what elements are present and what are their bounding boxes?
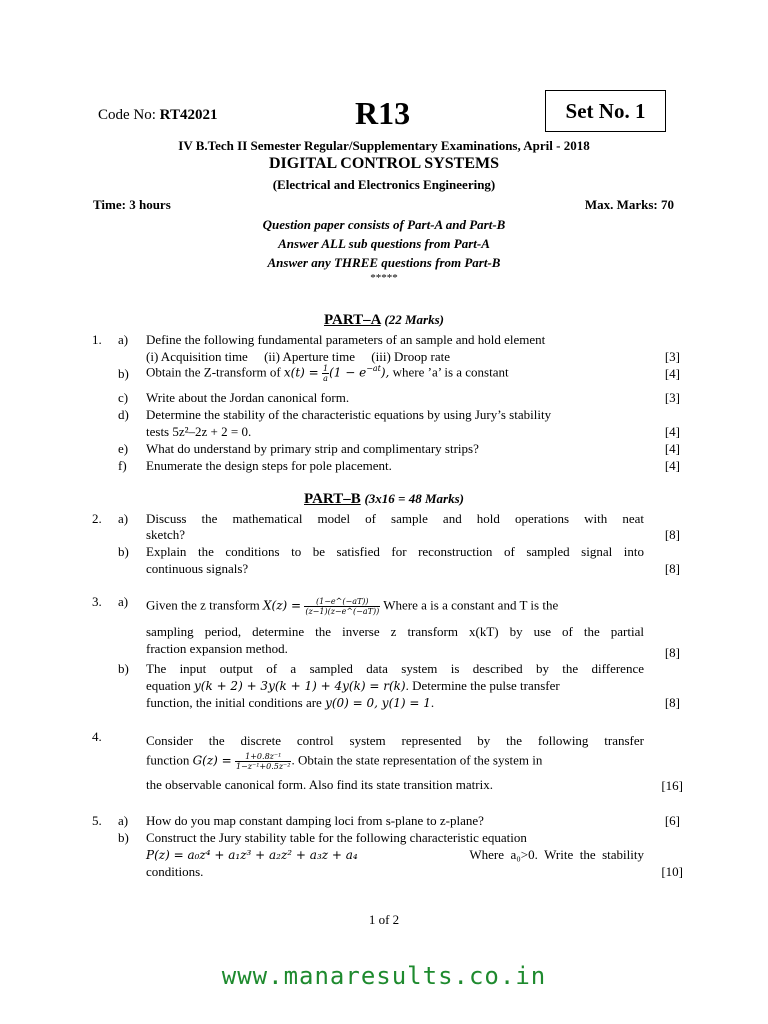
q1b-fraction (322, 364, 329, 383)
q1a-marks: [3] (664, 349, 680, 364)
instruction-2: Answer ALL sub questions from Part-A (278, 236, 490, 251)
q1a-text2: (i) Acquisition time (ii) Aperture time (iii) Droop rate (146, 349, 450, 364)
code-label: Code No: (98, 107, 156, 123)
q3b-line2-post: . Determine the pulse transfer (405, 678, 560, 693)
q3b-line2 (146, 678, 560, 694)
q3a-post: Where a is a constant and T is the (380, 597, 559, 613)
q3-number: 3. (92, 594, 102, 609)
part-a-heading (0, 312, 768, 329)
q3a-line1 (146, 597, 558, 616)
q1e-label: e) (118, 441, 129, 456)
q4-line1: Consider the discrete control system represented by the following transfer (146, 733, 644, 748)
q1b-text-post: where ’a’ is a constant (389, 364, 509, 380)
part-b-heading (0, 491, 768, 508)
q1-number: 1. (92, 332, 102, 347)
q4-fraction (235, 752, 292, 771)
q5b-line3: conditions. (146, 864, 204, 879)
q1e-marks: [4] (664, 441, 680, 456)
q5b-line2 (146, 847, 358, 863)
part-a-marks: (22 Marks) (384, 312, 445, 327)
q4-number: 4. (92, 729, 102, 744)
q1b-math-close: ), (380, 365, 390, 380)
q1b-frac-num: 1 (322, 364, 329, 373)
q1d-text: Determine the stability of the characteristic equations by using Jury’s stability (146, 407, 552, 422)
q3b-line1: The input output of a sampled data system is described by the difference (146, 661, 644, 676)
q4-line2-pre: function (146, 752, 193, 768)
q3b-line3-math: y(0) = 0, y(1) = 1 (325, 696, 431, 710)
q1c-marks: [3] (664, 390, 680, 405)
q5b-label: b) (118, 830, 129, 845)
q1b-text (146, 364, 509, 383)
instruction-3: Answer any THREE questions from Part-B (267, 255, 501, 270)
q1b-marks: [4] (664, 366, 680, 381)
q3a-pre: Given the z transform (146, 597, 263, 613)
q5b-line2-post: Where a₀>0. Write the stability (469, 847, 644, 862)
q1b-math-lhs: x(t) = (283, 365, 319, 380)
q5b-marks: [10] (661, 864, 683, 879)
footer-url[interactable]: www.manaresults.co.in (221, 962, 547, 990)
q3a-line3: fraction expansion method. (146, 641, 288, 656)
q2a-line2: sketch? (146, 527, 185, 542)
set-number-box: Set No. 1 (545, 90, 666, 132)
q4-marks: [16] (661, 778, 683, 793)
q5b-math: P(z) = a₀z⁴ + a₁z³ + a₂z² + a₃z + a₄ (146, 848, 358, 862)
q4-line2 (146, 752, 542, 771)
instruction-1: Question paper consists of Part-A and Part-B (262, 217, 506, 232)
q2-number: 2. (92, 511, 102, 526)
q2b-line1: Explain the conditions to be satisfied for reconstruction of sampled signal into (146, 544, 644, 559)
q1a-label: a) (118, 332, 129, 347)
q2a-line1: Discuss the mathematical model of sample and hold operations with neat (146, 511, 644, 526)
part-a-title: PART–A (323, 312, 381, 328)
q4-frac-num: 1+0.8z⁻¹ (235, 752, 292, 762)
q3b-line3-post: . (430, 695, 435, 710)
q3a-marks: [8] (664, 645, 680, 660)
q4-line2-math: G(z) = (192, 753, 232, 768)
q3b-line3 (146, 695, 434, 711)
q1c-text: Write about the Jordan canonical form. (146, 390, 350, 405)
q1b-math-rhs: (1 − e (329, 365, 367, 380)
q5a-marks: [6] (664, 813, 680, 828)
q3b-line3-pre: function, the initial conditions are (146, 695, 326, 710)
q5a-label: a) (118, 813, 129, 828)
part-b-marks: (3x16 = 48 Marks) (364, 491, 464, 506)
q2b-marks: [8] (664, 561, 680, 576)
code-number (98, 107, 217, 124)
q1d-text2: tests 5z²–2z + 2 = 0. (146, 424, 252, 439)
q1f-text: Enumerate the design steps for pole placement. (146, 458, 392, 473)
q1e-text: What do understand by primary strip and complimentary strips? (146, 441, 479, 456)
part-b-title: PART–B (304, 491, 361, 507)
q3a-frac-den: (z−1)(z−e^(−aT)) (305, 607, 380, 616)
q1b-frac-den: a (323, 374, 328, 383)
q3a-math: X(z) = (262, 598, 302, 613)
max-marks-label: Max. Marks: 70 (584, 197, 674, 212)
q2b-label: b) (118, 544, 129, 559)
q4-line2-post: . Obtain the state representation of the system in (291, 752, 543, 768)
q1c-label: c) (118, 390, 129, 405)
q1f-label: f) (118, 458, 127, 473)
q3b-line2-math: y(k + 2) + 3y(k + 1) + 4y(k) = r(k) (194, 679, 406, 693)
q3b-line2-pre: equation (146, 678, 195, 693)
q3b-marks: [8] (664, 695, 680, 710)
q5-number: 5. (92, 813, 102, 828)
q1b-label: b) (118, 366, 129, 381)
q3a-fraction (304, 597, 380, 616)
q3a-line2: sampling period, determine the inverse z transform x(kT) by use of the partial (146, 624, 644, 639)
regulation: R13 (355, 95, 411, 131)
exam-title: IV B.Tech II Semester Regular/Supplementary Examinations, April - 2018 (178, 138, 590, 153)
code-value: RT42021 (159, 107, 218, 123)
q3a-frac-num: (1−e^(−aT)) (304, 597, 380, 607)
q4-line3: the observable canonical form. Also find its state transition matrix. (146, 777, 493, 792)
q3a-label: a) (118, 594, 129, 609)
branch-title: (Electrical and Electronics Engineering) (272, 177, 496, 192)
q1b-text-pre: Obtain the Z-transform of (146, 364, 284, 380)
q4-frac-den: 1−z⁻¹+0.5z⁻² (235, 762, 291, 771)
page-number: 1 of 2 (368, 912, 400, 927)
q5a-text: How do you map constant damping loci from s-plane to z-plane? (146, 813, 484, 828)
q2a-marks: [8] (664, 527, 680, 542)
q2a-label: a) (118, 511, 129, 526)
q1a-text: Define the following fundamental parameters of an sample and hold element (146, 332, 546, 347)
q3b-label: b) (118, 661, 129, 676)
subject-title: DIGITAL CONTROL SYSTEMS (269, 155, 499, 172)
q1d-marks: [4] (664, 424, 680, 439)
q1f-marks: [4] (664, 458, 680, 473)
stars-divider: ***** (370, 272, 398, 284)
time-label: Time: 3 hours (93, 197, 171, 212)
q1b-math-exp: −at (366, 364, 381, 374)
q1d-label: d) (118, 407, 129, 422)
q5b-line1: Construct the Jury stability table for the following characteristic equation (146, 830, 527, 845)
q2b-line2: continuous signals? (146, 561, 249, 576)
